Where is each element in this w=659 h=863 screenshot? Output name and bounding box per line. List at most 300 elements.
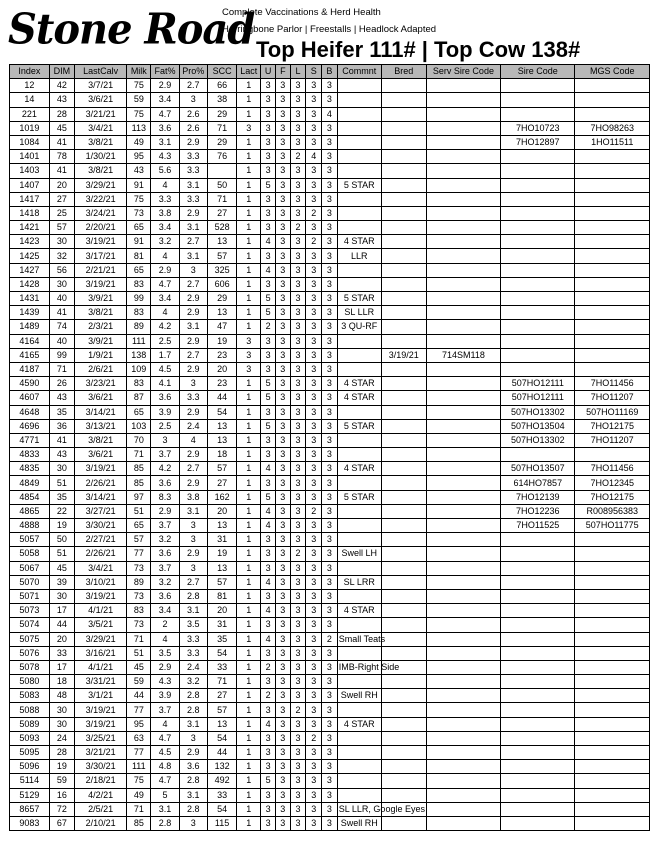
table-row (10, 107, 650, 121)
cell-index: 5071 (10, 589, 50, 603)
cell-l: 3 (290, 419, 306, 433)
cell-b: 3 (322, 604, 338, 618)
cell-lastcalv: 4/1/21 (74, 604, 126, 618)
cell-s: 3 (306, 164, 322, 178)
column-header-index: Index (10, 65, 50, 79)
cell-index: 4854 (10, 490, 50, 504)
cell-index: 5057 (10, 533, 50, 547)
cell-commnt (337, 93, 381, 107)
cell-commnt: 5 STAR (337, 490, 381, 504)
cell-lastcalv: 2/20/21 (74, 221, 126, 235)
cell-bred (381, 448, 426, 462)
cell-commnt (337, 277, 381, 291)
cell-index: 4607 (10, 391, 50, 405)
cell-lact: 1 (237, 462, 261, 476)
cell-sire-code (501, 575, 575, 589)
cell-scc: 29 (207, 135, 236, 149)
cell-l: 3 (290, 660, 306, 674)
cell-lact: 1 (237, 391, 261, 405)
cell-milk: 65 (127, 405, 151, 419)
cell-f: 3 (275, 632, 290, 646)
cell-lastcalv: 4/1/21 (74, 660, 126, 674)
cell-scc: 606 (207, 277, 236, 291)
cell-f: 3 (275, 391, 290, 405)
table-row (10, 746, 650, 760)
cell-lastcalv: 3/30/21 (74, 519, 126, 533)
cell-commnt (337, 533, 381, 547)
cell-pro: 3.1 (179, 604, 207, 618)
cell-sire-code (501, 689, 575, 703)
cell-dim: 36 (49, 419, 74, 433)
cell-dim: 57 (49, 221, 74, 235)
cell-commnt (337, 731, 381, 745)
cell-b: 3 (322, 689, 338, 703)
cell-lastcalv: 1/30/21 (74, 150, 126, 164)
cell-scc: 71 (207, 192, 236, 206)
cell-dim: 43 (49, 391, 74, 405)
table-row (10, 519, 650, 533)
cell-pro: 2.9 (179, 405, 207, 419)
cell-lastcalv: 3/13/21 (74, 419, 126, 433)
cell-scc: 57 (207, 575, 236, 589)
cell-f: 3 (275, 462, 290, 476)
cell-index: 8657 (10, 802, 50, 816)
cell-lact: 1 (237, 235, 261, 249)
cell-l: 3 (290, 135, 306, 149)
cell-bred (381, 561, 426, 575)
cell-l: 3 (290, 334, 306, 348)
cell-fat: 2 (151, 618, 179, 632)
cell-dim: 16 (49, 788, 74, 802)
cell-pro: 3 (179, 816, 207, 830)
cell-l: 3 (290, 164, 306, 178)
cell-f: 3 (275, 490, 290, 504)
cell-fat: 4 (151, 632, 179, 646)
cell-fat: 4 (151, 178, 179, 192)
cell-f: 3 (275, 121, 290, 135)
top-cow-label: Top Cow 138# (433, 37, 581, 62)
cell-commnt (337, 334, 381, 348)
cell-commnt (337, 504, 381, 518)
cell-serv-sire-code (426, 135, 500, 149)
cell-u: 4 (261, 575, 276, 589)
cell-b: 3 (322, 164, 338, 178)
cell-l: 3 (290, 377, 306, 391)
cell-f: 3 (275, 362, 290, 376)
cell-s: 2 (306, 731, 322, 745)
cell-fat: 4.2 (151, 320, 179, 334)
cell-f: 3 (275, 164, 290, 178)
cell-u: 3 (261, 107, 276, 121)
cell-commnt (337, 703, 381, 717)
cell-milk: 75 (127, 774, 151, 788)
cell-lastcalv: 2/10/21 (74, 816, 126, 830)
cell-f: 3 (275, 816, 290, 830)
cell-scc: 44 (207, 746, 236, 760)
table-row (10, 490, 650, 504)
cell-commnt (337, 746, 381, 760)
cell-scc: 13 (207, 561, 236, 575)
cell-milk: 87 (127, 391, 151, 405)
column-header-lastcalv: LastCalv (74, 65, 126, 79)
cell-pro: 3.1 (179, 249, 207, 263)
cell-fat: 4.1 (151, 377, 179, 391)
cell-lastcalv: 3/9/21 (74, 292, 126, 306)
cell-fat: 2.5 (151, 419, 179, 433)
cell-l: 3 (290, 405, 306, 419)
table-row (10, 561, 650, 575)
cell-pro: 2.9 (179, 334, 207, 348)
cell-pro: 2.9 (179, 306, 207, 320)
cell-milk: 75 (127, 192, 151, 206)
cell-sire-code (501, 448, 575, 462)
cell-index: 4165 (10, 348, 50, 362)
cell-fat: 3.6 (151, 121, 179, 135)
cell-milk: 111 (127, 760, 151, 774)
cell-pro: 2.7 (179, 277, 207, 291)
cell-index: 4648 (10, 405, 50, 419)
cell-commnt (337, 589, 381, 603)
cell-dim: 30 (49, 703, 74, 717)
cell-lact: 1 (237, 221, 261, 235)
cell-l: 3 (290, 277, 306, 291)
cell-pro: 3.1 (179, 221, 207, 235)
cell-lastcalv: 3/5/21 (74, 618, 126, 632)
cell-lact: 1 (237, 646, 261, 660)
cell-sire-code (501, 320, 575, 334)
cell-u: 3 (261, 334, 276, 348)
cell-commnt (337, 121, 381, 135)
cell-l: 3 (290, 689, 306, 703)
cell-serv-sire-code (426, 504, 500, 518)
cell-fat: 4.2 (151, 462, 179, 476)
cell-lact: 1 (237, 632, 261, 646)
cell-mgs-code (575, 263, 650, 277)
cell-dim: 43 (49, 93, 74, 107)
cell-s: 3 (306, 589, 322, 603)
cell-lact: 1 (237, 760, 261, 774)
cell-sire-code (501, 277, 575, 291)
cell-b: 3 (322, 589, 338, 603)
cell-pro: 3.3 (179, 150, 207, 164)
cell-sire-code (501, 362, 575, 376)
cell-commnt: 4 STAR (337, 717, 381, 731)
cell-f: 3 (275, 675, 290, 689)
cell-l: 3 (290, 575, 306, 589)
cell-l: 3 (290, 490, 306, 504)
cell-f: 3 (275, 206, 290, 220)
cell-b: 3 (322, 178, 338, 192)
cell-serv-sire-code (426, 646, 500, 660)
cell-serv-sire-code (426, 405, 500, 419)
cell-index: 5095 (10, 746, 50, 760)
cell-commnt (337, 405, 381, 419)
cell-mgs-code (575, 547, 650, 561)
cell-mgs-code (575, 362, 650, 376)
cell-pro: 3.3 (179, 164, 207, 178)
cell-sire-code (501, 533, 575, 547)
cell-u: 3 (261, 221, 276, 235)
cell-milk: 91 (127, 178, 151, 192)
cell-b: 3 (322, 206, 338, 220)
cell-serv-sire-code (426, 660, 500, 674)
cell-bred (381, 760, 426, 774)
cell-index: 5058 (10, 547, 50, 561)
cell-s: 3 (306, 448, 322, 462)
cell-mgs-code: 7HO12175 (575, 419, 650, 433)
cell-u: 4 (261, 504, 276, 518)
cell-pro: 3.8 (179, 490, 207, 504)
cell-pro: 2.7 (179, 348, 207, 362)
cell-b: 3 (322, 788, 338, 802)
top-heifer-label: Top Heifer 111# (256, 37, 416, 62)
cell-serv-sire-code (426, 760, 500, 774)
cell-s: 3 (306, 618, 322, 632)
cell-commnt: SL LLR (337, 306, 381, 320)
cell-bred (381, 490, 426, 504)
cell-b: 3 (322, 575, 338, 589)
cell-index: 1084 (10, 135, 50, 149)
cell-b: 3 (322, 391, 338, 405)
cell-milk: 89 (127, 320, 151, 334)
cell-milk: 138 (127, 348, 151, 362)
cell-bred (381, 533, 426, 547)
cell-fat: 3.7 (151, 519, 179, 533)
cell-mgs-code (575, 802, 650, 816)
cell-index: 1403 (10, 164, 50, 178)
cell-dim: 67 (49, 816, 74, 830)
cell-lastcalv: 3/1/21 (74, 689, 126, 703)
cell-dim: 32 (49, 249, 74, 263)
cell-mgs-code: 7HO11456 (575, 377, 650, 391)
cell-lact: 1 (237, 802, 261, 816)
cell-lact: 1 (237, 746, 261, 760)
cell-b: 3 (322, 419, 338, 433)
cell-index: 1407 (10, 178, 50, 192)
cell-commnt (337, 221, 381, 235)
cell-sire-code (501, 547, 575, 561)
cell-bred (381, 178, 426, 192)
table-row (10, 689, 650, 703)
cell-scc: 76 (207, 150, 236, 164)
cell-u: 5 (261, 306, 276, 320)
cell-index: 5075 (10, 632, 50, 646)
cell-scc: 19 (207, 334, 236, 348)
cell-b: 3 (322, 731, 338, 745)
cell-bred (381, 519, 426, 533)
cell-s: 3 (306, 646, 322, 660)
cell-mgs-code (575, 589, 650, 603)
cell-index: 4835 (10, 462, 50, 476)
table-row (10, 774, 650, 788)
cell-serv-sire-code (426, 164, 500, 178)
cell-serv-sire-code (426, 320, 500, 334)
cell-u: 5 (261, 774, 276, 788)
cell-milk: 73 (127, 589, 151, 603)
cell-mgs-code (575, 675, 650, 689)
cell-milk: 99 (127, 292, 151, 306)
cell-fat: 3.1 (151, 135, 179, 149)
cell-commnt: 5 STAR (337, 178, 381, 192)
cell-mgs-code: 7HO11456 (575, 462, 650, 476)
cell-index: 5083 (10, 689, 50, 703)
cell-mgs-code (575, 93, 650, 107)
cell-fat: 4.5 (151, 362, 179, 376)
table-row (10, 79, 650, 93)
cell-sire-code (501, 660, 575, 674)
cell-serv-sire-code (426, 519, 500, 533)
cell-scc: 81 (207, 589, 236, 603)
cell-l: 3 (290, 348, 306, 362)
cell-sire-code: 7HO12236 (501, 504, 575, 518)
cell-lastcalv: 3/10/21 (74, 575, 126, 589)
cell-f: 3 (275, 320, 290, 334)
cell-lastcalv: 2/27/21 (74, 533, 126, 547)
table-row (10, 476, 650, 490)
cell-lastcalv: 2/18/21 (74, 774, 126, 788)
cell-commnt (337, 519, 381, 533)
cell-sire-code (501, 249, 575, 263)
cell-s: 3 (306, 405, 322, 419)
cell-milk: 71 (127, 448, 151, 462)
cell-sire-code: 7HO12139 (501, 490, 575, 504)
cell-f: 3 (275, 306, 290, 320)
cell-u: 4 (261, 263, 276, 277)
cell-b: 3 (322, 348, 338, 362)
cell-lastcalv: 3/19/21 (74, 589, 126, 603)
cell-l: 3 (290, 816, 306, 830)
cell-pro: 2.4 (179, 660, 207, 674)
cell-commnt (337, 206, 381, 220)
cell-mgs-code (575, 703, 650, 717)
cell-lastcalv: 3/29/21 (74, 632, 126, 646)
cell-sire-code (501, 589, 575, 603)
cell-mgs-code (575, 348, 650, 362)
cell-l: 3 (290, 178, 306, 192)
table-row (10, 589, 650, 603)
cell-commnt (337, 362, 381, 376)
cell-fat: 3.4 (151, 93, 179, 107)
cell-mgs-code (575, 249, 650, 263)
cell-f: 3 (275, 93, 290, 107)
cell-scc: 20 (207, 604, 236, 618)
cell-index: 5073 (10, 604, 50, 618)
column-header-mgs-code: MGS Code (575, 65, 650, 79)
cell-commnt: LLR (337, 249, 381, 263)
cell-serv-sire-code (426, 717, 500, 731)
cell-scc: 57 (207, 249, 236, 263)
cell-f: 3 (275, 547, 290, 561)
cell-index: 4833 (10, 448, 50, 462)
cell-lastcalv: 3/6/21 (74, 391, 126, 405)
cell-lact: 1 (237, 178, 261, 192)
cell-f: 3 (275, 746, 290, 760)
cell-f: 3 (275, 731, 290, 745)
cell-lastcalv: 3/14/21 (74, 405, 126, 419)
cell-sire-code (501, 703, 575, 717)
cell-l: 3 (290, 746, 306, 760)
cell-pro: 2.8 (179, 689, 207, 703)
cell-sire-code (501, 206, 575, 220)
table-row (10, 391, 650, 405)
cell-lastcalv: 3/30/21 (74, 760, 126, 774)
cell-sire-code (501, 235, 575, 249)
cell-b: 3 (322, 476, 338, 490)
cell-sire-code (501, 788, 575, 802)
cell-milk: 83 (127, 306, 151, 320)
table-row (10, 632, 650, 646)
cell-index: 1439 (10, 306, 50, 320)
cell-index: 4187 (10, 362, 50, 376)
cell-serv-sire-code (426, 547, 500, 561)
cell-milk: 89 (127, 575, 151, 589)
table-row (10, 320, 650, 334)
cell-lact: 1 (237, 519, 261, 533)
cell-index: 1418 (10, 206, 50, 220)
table-row (10, 760, 650, 774)
cell-lastcalv: 3/31/21 (74, 675, 126, 689)
cell-lact: 1 (237, 263, 261, 277)
cell-serv-sire-code (426, 689, 500, 703)
cell-dim: 43 (49, 448, 74, 462)
cell-scc: 29 (207, 107, 236, 121)
cell-lact: 1 (237, 703, 261, 717)
cell-pro: 3 (179, 519, 207, 533)
cell-s: 3 (306, 490, 322, 504)
table-row (10, 135, 650, 149)
cell-u: 4 (261, 717, 276, 731)
cell-lact: 1 (237, 618, 261, 632)
cell-s: 3 (306, 320, 322, 334)
cell-milk: 49 (127, 788, 151, 802)
table-row (10, 533, 650, 547)
table-row (10, 192, 650, 206)
cell-bred (381, 618, 426, 632)
cell-fat: 4.7 (151, 107, 179, 121)
cell-l: 2 (290, 150, 306, 164)
cell-s: 3 (306, 249, 322, 263)
cell-sire-code (501, 802, 575, 816)
cell-lastcalv: 3/17/21 (74, 249, 126, 263)
cell-pro: 3.6 (179, 760, 207, 774)
cell-fat: 2.9 (151, 504, 179, 518)
cell-dim: 51 (49, 476, 74, 490)
cell-u: 5 (261, 419, 276, 433)
cell-milk: 77 (127, 703, 151, 717)
cell-b: 3 (322, 221, 338, 235)
cell-s: 3 (306, 519, 322, 533)
cell-lastcalv: 3/27/21 (74, 504, 126, 518)
cell-u: 5 (261, 292, 276, 306)
cell-scc: 13 (207, 433, 236, 447)
cell-b: 3 (322, 79, 338, 93)
cell-fat: 2.9 (151, 79, 179, 93)
cell-index: 5093 (10, 731, 50, 745)
cell-pro: 2.9 (179, 135, 207, 149)
cell-dim: 35 (49, 490, 74, 504)
cell-bred (381, 306, 426, 320)
cell-dim: 19 (49, 760, 74, 774)
cell-serv-sire-code (426, 292, 500, 306)
cell-l: 3 (290, 433, 306, 447)
cell-serv-sire-code (426, 221, 500, 235)
cell-sire-code (501, 164, 575, 178)
cell-lastcalv: 3/8/21 (74, 433, 126, 447)
cell-l: 2 (290, 703, 306, 717)
cell-pro: 3.5 (179, 618, 207, 632)
cell-dim: 20 (49, 178, 74, 192)
cell-b: 3 (322, 320, 338, 334)
